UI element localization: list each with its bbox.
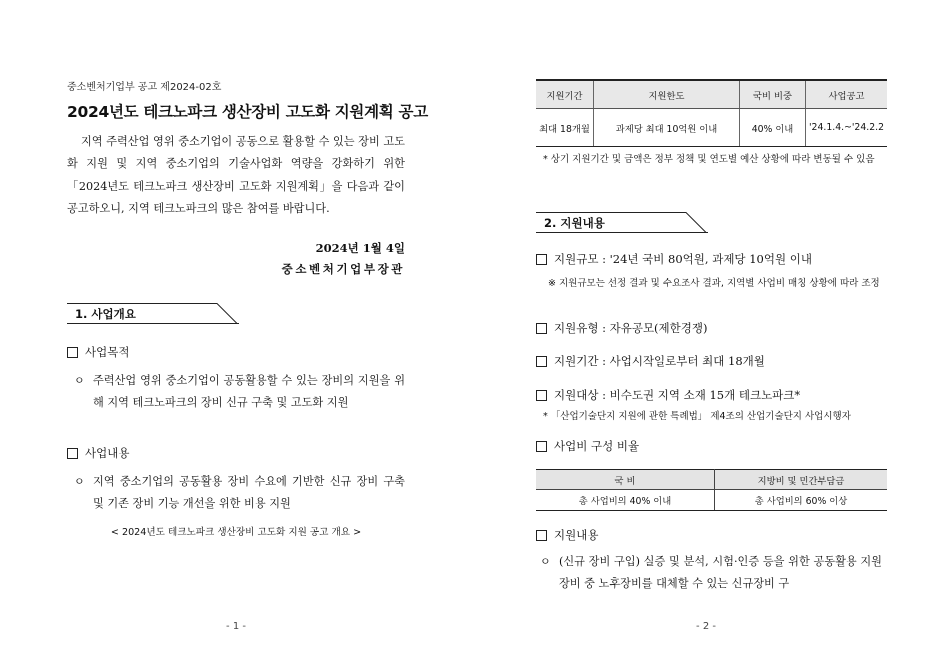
table-row [536, 490, 887, 511]
support-type [536, 320, 707, 336]
support-content-bullet-text: (신규 장비 구입) 실증 및 분석, 시험·인증 등을 위한 공동활용 지원 장비 중 노후장비를 대체할 수 있는 신규장비 구 [559, 555, 882, 590]
issuer: 중소벤처기업부장관 [281, 262, 405, 276]
support-period [536, 353, 765, 369]
overview-table [536, 79, 887, 147]
checkbox-icon [67, 347, 78, 358]
cost-ratio-heading [536, 438, 639, 454]
page-title: 2024년도 테크노파크 생산장비 고도화 지원계획 공고 [67, 103, 428, 121]
announcement-date: 2024년 1월 4일 [315, 241, 405, 255]
support-type-text: 지원유형 : 자유공모(제한경쟁) [554, 321, 708, 335]
purpose-heading-label: 사업목적 [85, 345, 130, 359]
table-row [536, 109, 887, 147]
page-number: - 2 - [696, 621, 716, 632]
bullet-circle-icon: ㅇ [74, 475, 85, 488]
table-cell: '24.1.4.~'24.2.2 [806, 109, 888, 147]
table-cell: 총 사업비의 40% 이내 [536, 490, 715, 511]
page-number: - 1 - [226, 621, 246, 632]
support-target-note: * 「산업기술단지 지원에 관한 특례법」 제4조의 산업기술단지 사업시행자 [543, 411, 851, 422]
support-content-label: 지원내용 [554, 528, 599, 542]
table-cell: 총 사업비의 60% 이상 [715, 490, 888, 511]
table-header-row [536, 470, 887, 490]
purpose-bullet-text: 주력산업 영위 중소기업이 공동활용할 수 있는 장비의 지원을 위해 지역 테크노파크의 장비 신규 구축 및 고도화 지원 [93, 374, 405, 409]
table-header-row [536, 80, 887, 109]
section-1-header [67, 303, 239, 323]
checkbox-icon [536, 530, 547, 541]
content-heading-label: 사업내용 [85, 446, 130, 460]
announcement-number: 중소벤처기업부 공고 제2024-02호 [67, 82, 222, 93]
support-content-heading [536, 527, 598, 543]
cost-ratio-label: 사업비 구성 비율 [554, 439, 640, 453]
content-bullet-text: 지역 중소기업의 공동활용 장비 수요에 기반한 신규 장비 구축 및 기존 장비 기능 개선을 위한 비용 지원 [93, 475, 405, 510]
table-header: 국비 비중 [740, 80, 806, 109]
section-1-title: 1. 사업개요 [75, 307, 136, 321]
checkbox-icon [536, 356, 547, 367]
section-2-header [536, 212, 708, 232]
bullet-circle-icon: ㅇ [540, 555, 551, 568]
support-content-bullet [540, 551, 882, 595]
checkbox-icon [67, 448, 78, 459]
checkbox-icon [536, 323, 547, 334]
checkbox-icon [536, 441, 547, 452]
table-header: 지원한도 [594, 80, 740, 109]
table-footnote: * 상기 지원기간 및 금액은 정부 정책 및 연도별 예산 상황에 따라 변동될 수 있음 [543, 154, 875, 165]
support-scale-text: 지원규모 : '24년 국비 80억원, 과제당 10억원 이내 [554, 252, 812, 266]
table-cell: 과제당 최대 10억원 이내 [594, 109, 740, 147]
content-bullet [74, 471, 405, 515]
checkbox-icon [536, 390, 547, 401]
table-header: 사업공고 [806, 80, 888, 109]
section-2-title: 2. 지원내용 [544, 216, 605, 230]
support-period-text: 지원기간 : 사업시작일로부터 최대 18개월 [554, 354, 765, 368]
intro-paragraph: 지역 주력산업 영위 중소기업이 공동으로 활용할 수 있는 장비 고도화 지원 및 지역 중소기업의 기술사업화 역량을 강화하기 위한 「2024년도 테크노파크 생산장비 고도화 지원계획」을 다음과 같이 공고하오니, 지역 테크노파크의 많은 참여를 바랍니다. [67, 135, 405, 215]
support-scale-note: ※ 지원규모는 선정 결과 및 수요조사 결과, 지역별 사업비 매칭 상황에 따라 조정 [548, 278, 880, 289]
table-header: 지원기간 [536, 80, 594, 109]
purpose-heading [67, 344, 129, 360]
table-header: 국 비 [536, 470, 715, 490]
checkbox-icon [536, 254, 547, 265]
overview-caption: < 2024년도 테크노파크 생산장비 고도화 지원 공고 개요 > [110, 527, 362, 538]
table-cell: 40% 이내 [740, 109, 806, 147]
table-header: 지방비 및 민간부담금 [715, 470, 888, 490]
purpose-bullet [74, 370, 405, 414]
bullet-circle-icon: ㅇ [74, 374, 85, 387]
support-scale [536, 251, 812, 267]
support-target [536, 387, 800, 403]
table-cell: 최대 18개월 [536, 109, 594, 147]
cost-ratio-table [536, 469, 887, 511]
content-heading [67, 445, 129, 461]
support-target-text: 지원대상 : 비수도권 지역 소재 15개 테크노파크* [554, 388, 801, 402]
